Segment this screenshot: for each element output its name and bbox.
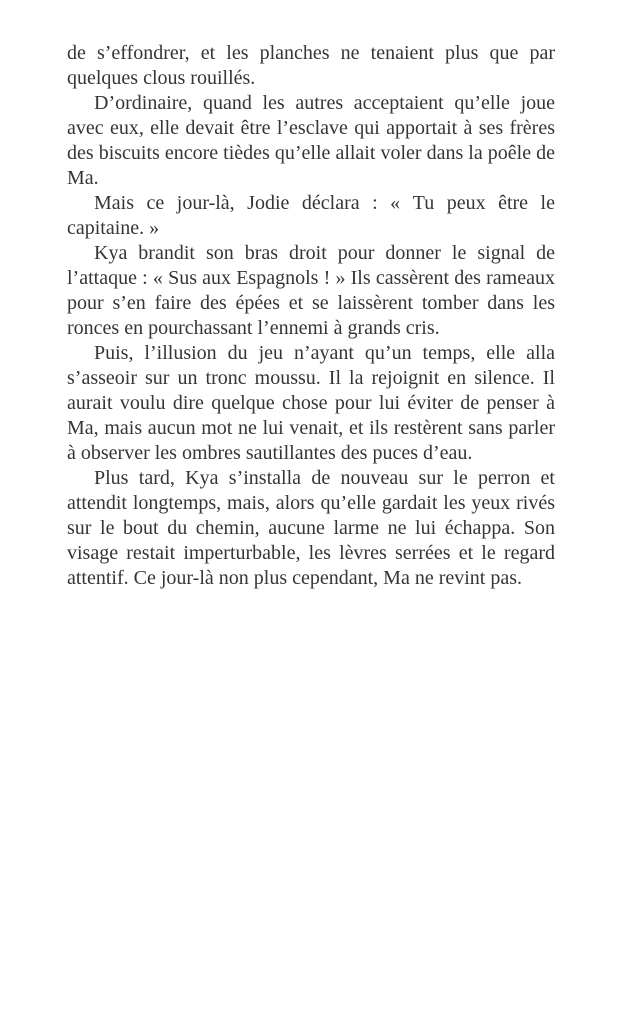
paragraph: D’ordinaire, quand les autres acceptaient qu’elle joue avec eux, elle devait être l’esclave qui apportait à ses frères des biscuits encore tièdes qu’elle allait voler dans la poêle de Ma. [67, 92, 555, 189]
paragraph: de s’effondrer, et les planches ne tenaient plus que par quelques clous rouillés. [67, 42, 555, 89]
page-text-block [67, 41, 555, 591]
paragraph: Kya brandit son bras droit pour donner le signal de l’attaque : « Sus aux Espagnols ! » Ils cassèrent des rameaux pour s’en faire des épées et se laissèrent tomber dans les ronces en pourchassant l’ennemi à grands cris. [67, 242, 555, 339]
paragraph: Mais ce jour-là, Jodie déclara : « Tu peux être le capitaine. » [67, 192, 555, 239]
paragraph: Puis, l’illusion du jeu n’ayant qu’un temps, elle alla s’asseoir sur un tronc moussu. Il la rejoignit en silence. Il aurait voulu dire quelque chose pour lui éviter de penser à Ma, mais aucun mot ne lui venait, et ils restèrent sans parler à observer les ombres sautillantes des puces d’eau. [67, 342, 555, 464]
paragraph: Plus tard, Kya s’installa de nouveau sur le perron et attendit longtemps, mais, alors qu’elle gardait les yeux rivés sur le bout du chemin, aucune larme ne lui échappa. Son visage restait imperturbable, les lèvres serrées et le regard attentif. Ce jour-là non plus cependant, Ma ne revint pas. [67, 467, 555, 589]
